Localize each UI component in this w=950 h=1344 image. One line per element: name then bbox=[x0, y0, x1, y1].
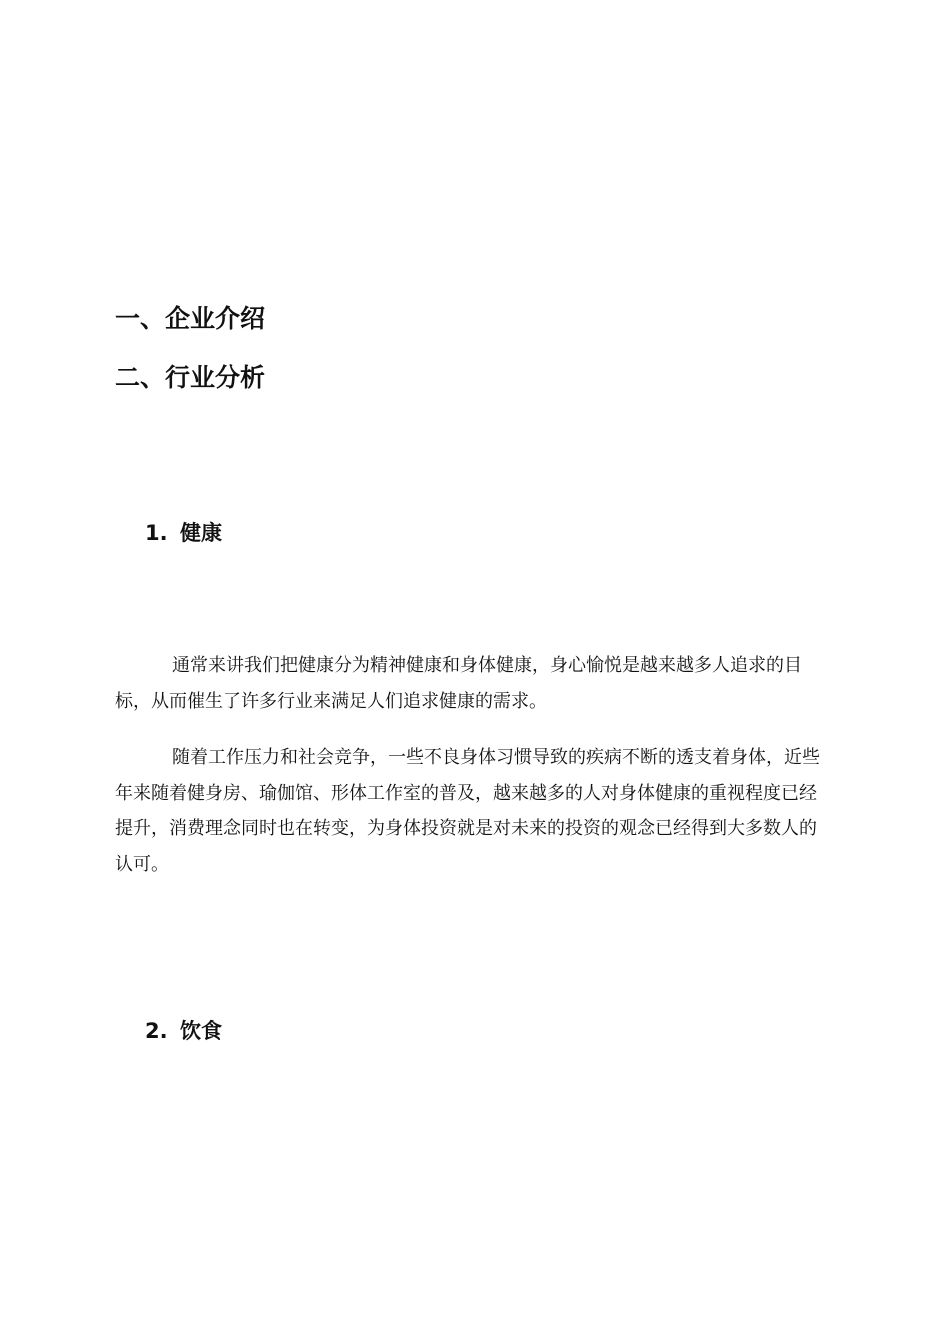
paragraph-health-trend: 随着工作压力和社会竞争，一些不良身体习惯导致的疾病不断的透支着身体，近些年来随着健身房、瑜伽馆、形体工作室的普及，越来越多的人对身体健康的重视程度已经提升，消费理念同时也在转变，为身体投资就是对未来的投资的观念已经得到大多数人的认可。 bbox=[115, 747, 820, 875]
subheading-diet-number: 2. bbox=[145, 1019, 168, 1043]
subheading-health bbox=[145, 518, 222, 548]
paragraph-health-definition: 通常来讲我们把健康分为精神健康和身体健康，身心愉悦是越来越多人追求的目标，从而催生了许多行业来满足人们追求健康的需求。 bbox=[115, 655, 802, 712]
subheading-health-title: 健康 bbox=[180, 521, 222, 545]
heading-company-intro: 一、企业介绍 bbox=[115, 304, 266, 333]
heading-industry-analysis: 二、行业分析 bbox=[115, 363, 266, 392]
subheading-diet-title: 饮食 bbox=[180, 1019, 222, 1043]
subheading-diet bbox=[145, 1016, 222, 1046]
subheading-health-number: 1. bbox=[145, 521, 168, 545]
